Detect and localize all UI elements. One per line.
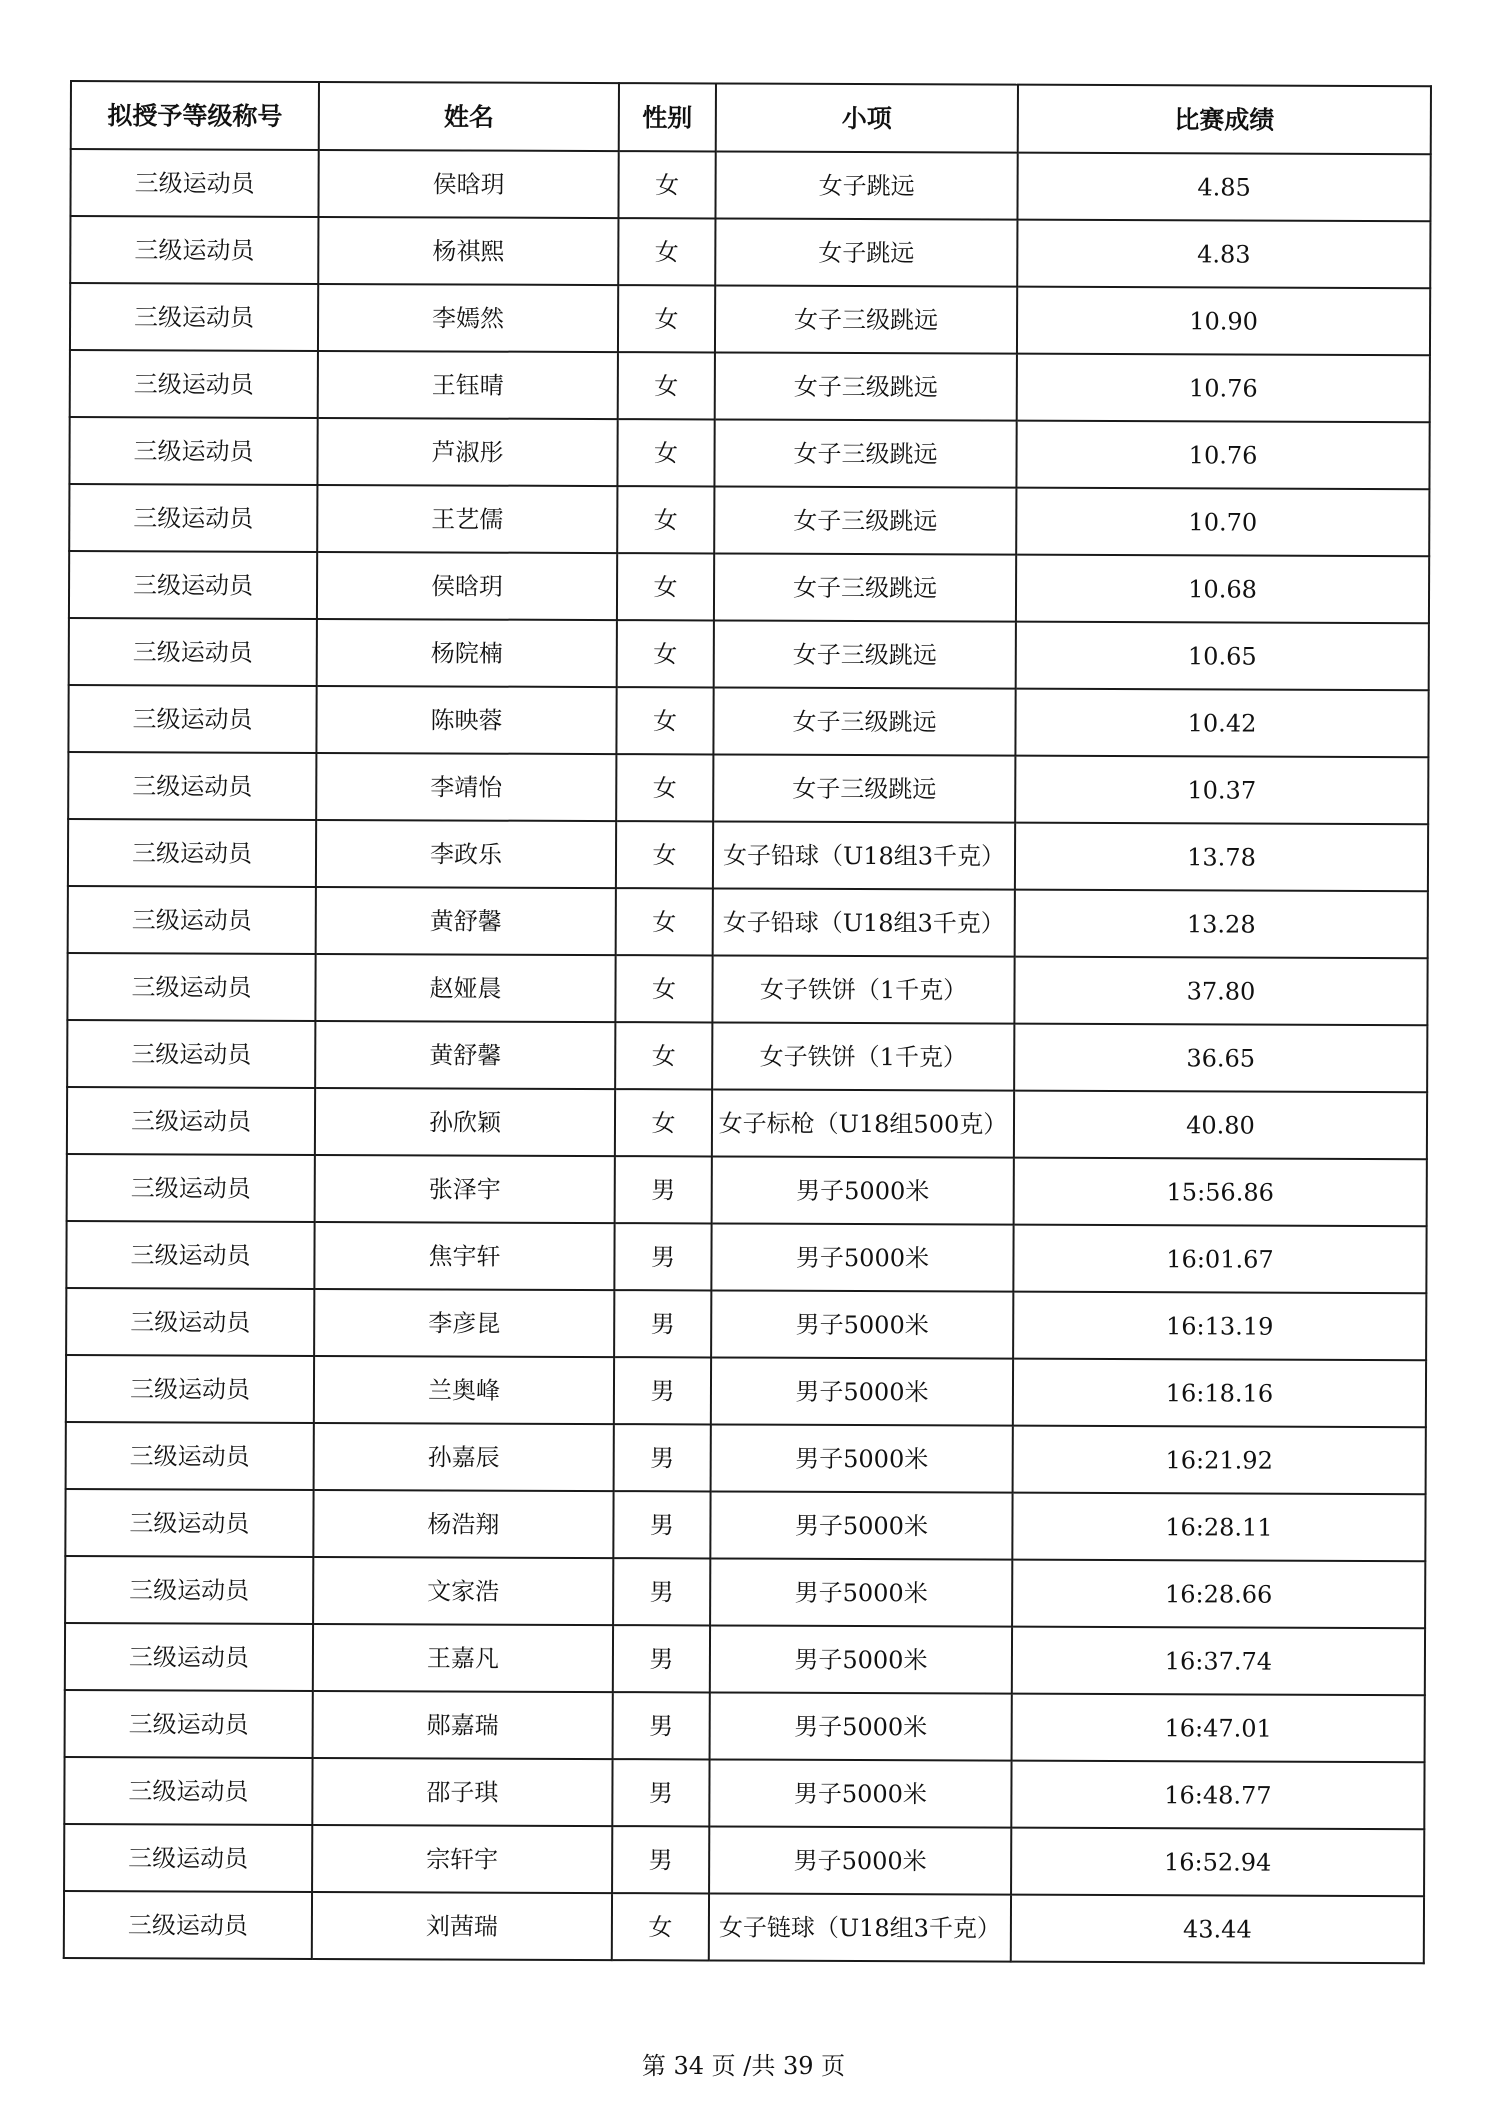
table-row	[64, 1824, 1424, 1896]
cell-name: 杨浩翔	[313, 1490, 613, 1558]
cell-event: 女子铁饼（1千克）	[712, 1022, 1014, 1090]
cell-title-rank: 三级运动员	[69, 618, 317, 686]
cell-result: 43.44	[1011, 1895, 1424, 1964]
cell-result: 16:01.67	[1013, 1225, 1426, 1294]
cell-event: 女子三级跳远	[714, 620, 1016, 688]
cell-gender: 男	[614, 1424, 711, 1491]
table-row	[69, 551, 1429, 623]
cell-event: 女子三级跳远	[714, 419, 1016, 487]
table-row	[67, 1154, 1427, 1226]
header-name: 姓名	[319, 82, 619, 151]
table-row	[67, 1087, 1427, 1159]
cell-event: 男子5000米	[710, 1625, 1012, 1693]
cell-event: 男子5000米	[712, 1156, 1014, 1224]
cell-gender: 女	[618, 352, 715, 419]
cell-name: 李靖怡	[316, 753, 616, 821]
cell-title-rank: 三级运动员	[64, 1824, 312, 1892]
table-row	[68, 752, 1428, 824]
cell-event: 男子5000米	[711, 1223, 1013, 1291]
cell-result: 10.90	[1017, 287, 1430, 356]
cell-name: 李政乐	[316, 820, 616, 888]
cell-result: 10.76	[1017, 354, 1430, 423]
cell-name: 陈映蓉	[316, 686, 616, 754]
cell-result: 16:21.92	[1013, 1426, 1426, 1495]
cell-result: 10.70	[1016, 488, 1429, 557]
header-gender: 性别	[619, 83, 716, 151]
table-row	[66, 1355, 1426, 1427]
cell-title-rank: 三级运动员	[70, 149, 318, 217]
cell-gender: 女	[617, 419, 714, 486]
cell-name: 焦宇轩	[314, 1222, 614, 1290]
table-row	[64, 1891, 1424, 1963]
cell-event: 女子标枪（U18组500克）	[712, 1089, 1014, 1157]
cell-name: 王钰晴	[318, 351, 618, 419]
cell-gender: 女	[616, 888, 713, 955]
header-event: 小项	[716, 83, 1018, 152]
cell-result: 4.85	[1017, 153, 1430, 222]
cell-gender: 女	[616, 754, 713, 821]
cell-event: 男子5000米	[710, 1491, 1012, 1559]
cell-result: 10.76	[1016, 421, 1429, 490]
cell-gender: 男	[614, 1290, 711, 1357]
header-result: 比赛成绩	[1018, 85, 1431, 155]
cell-title-rank: 三级运动员	[65, 1556, 313, 1624]
cell-gender: 男	[613, 1692, 710, 1759]
cell-event: 男子5000米	[709, 1826, 1011, 1894]
cell-name: 黄舒馨	[315, 1021, 615, 1089]
cell-result: 16:18.16	[1013, 1359, 1426, 1428]
cell-event: 女子铅球（U18组3千克）	[713, 888, 1015, 956]
page-number: 第 34 页 /共 39 页	[641, 2052, 846, 2080]
cell-result: 16:28.11	[1012, 1493, 1425, 1562]
table-row	[70, 283, 1430, 355]
table-row	[66, 1422, 1426, 1494]
table-row	[67, 1020, 1427, 1092]
cell-title-rank: 三级运动员	[64, 1757, 312, 1825]
cell-gender: 女	[617, 620, 714, 687]
table-row	[68, 819, 1428, 891]
cell-result: 16:52.94	[1011, 1828, 1424, 1897]
cell-event: 女子铅球（U18组3千克）	[713, 821, 1015, 889]
cell-gender: 女	[616, 687, 713, 754]
cell-gender: 男	[614, 1223, 711, 1290]
cell-result: 16:47.01	[1012, 1694, 1425, 1763]
header-row	[71, 81, 1431, 154]
cell-gender: 女	[615, 1089, 712, 1156]
cell-result: 10.68	[1016, 555, 1429, 624]
table-header	[71, 81, 1431, 154]
cell-event: 男子5000米	[709, 1759, 1011, 1827]
cell-name: 芦淑彤	[317, 418, 617, 486]
cell-name: 侯晗玥	[318, 150, 618, 218]
cell-title-rank: 三级运动员	[68, 819, 316, 887]
cell-name: 郧嘉瑞	[313, 1691, 613, 1759]
cell-gender: 女	[616, 821, 713, 888]
table-row	[68, 685, 1428, 757]
cell-name: 王艺儒	[317, 485, 617, 553]
table-row	[66, 1288, 1426, 1360]
cell-name: 杨祺熙	[318, 217, 618, 285]
cell-gender: 男	[615, 1156, 712, 1223]
cell-gender: 女	[618, 151, 715, 218]
table-row	[67, 953, 1427, 1025]
cell-name: 赵娅晨	[315, 954, 615, 1022]
table-row	[69, 484, 1429, 556]
cell-event: 女子链球（U18组3千克）	[709, 1893, 1011, 1961]
cell-gender: 女	[615, 1022, 712, 1089]
cell-gender: 女	[617, 486, 714, 553]
cell-title-rank: 三级运动员	[67, 1020, 315, 1088]
cell-title-rank: 三级运动员	[70, 283, 318, 351]
cell-gender: 女	[612, 1893, 709, 1960]
cell-result: 13.28	[1015, 890, 1428, 959]
cell-result: 40.80	[1014, 1091, 1427, 1160]
table-row	[66, 1221, 1426, 1293]
cell-result: 10.42	[1015, 689, 1428, 758]
cell-event: 女子三级跳远	[715, 352, 1017, 420]
cell-name: 侯晗玥	[317, 552, 617, 620]
table-body	[64, 149, 1431, 1963]
cell-title-rank: 三级运动员	[69, 551, 317, 619]
cell-name: 刘茜瑞	[312, 1892, 612, 1960]
cell-event: 女子三级跳远	[714, 553, 1016, 621]
cell-event: 女子跳远	[715, 151, 1017, 219]
table-row	[65, 1489, 1425, 1561]
cell-result: 10.65	[1016, 622, 1429, 691]
cell-event: 男子5000米	[711, 1357, 1013, 1425]
cell-event: 男子5000米	[711, 1290, 1013, 1358]
cell-name: 李嫣然	[318, 284, 618, 352]
cell-title-rank: 三级运动员	[69, 417, 317, 485]
cell-title-rank: 三级运动员	[70, 216, 318, 284]
cell-title-rank: 三级运动员	[66, 1288, 314, 1356]
cell-name: 兰奥峰	[314, 1356, 614, 1424]
cell-title-rank: 三级运动员	[68, 685, 316, 753]
cell-result: 16:37.74	[1012, 1627, 1425, 1696]
cell-gender: 男	[613, 1491, 710, 1558]
header-title-rank: 拟授予等级称号	[71, 81, 319, 150]
cell-name: 文家浩	[313, 1557, 613, 1625]
cell-gender: 男	[612, 1826, 709, 1893]
cell-gender: 男	[612, 1759, 709, 1826]
cell-name: 黄舒馨	[316, 887, 616, 955]
cell-result: 16:48.77	[1011, 1761, 1424, 1830]
table-row	[65, 1623, 1425, 1695]
cell-gender: 男	[613, 1625, 710, 1692]
cell-event: 女子铁饼（1千克）	[712, 955, 1014, 1023]
cell-title-rank: 三级运动员	[65, 1489, 313, 1557]
cell-title-rank: 三级运动员	[70, 350, 318, 418]
cell-name: 张泽宇	[315, 1155, 615, 1223]
cell-gender: 女	[615, 955, 712, 1022]
cell-event: 男子5000米	[711, 1424, 1013, 1492]
cell-event: 男子5000米	[710, 1692, 1012, 1760]
cell-event: 女子三级跳远	[713, 754, 1015, 822]
cell-gender: 女	[618, 218, 715, 285]
table-row	[65, 1556, 1425, 1628]
cell-title-rank: 三级运动员	[67, 1154, 315, 1222]
cell-title-rank: 三级运动员	[67, 1087, 315, 1155]
cell-result: 10.37	[1015, 756, 1428, 825]
cell-gender: 男	[613, 1558, 710, 1625]
cell-name: 杨院楠	[317, 619, 617, 687]
table-row	[70, 149, 1430, 221]
cell-result: 15:56.86	[1014, 1158, 1427, 1227]
table-row	[64, 1757, 1424, 1829]
cell-gender: 男	[614, 1357, 711, 1424]
cell-name: 邵子琪	[312, 1758, 612, 1826]
cell-name: 王嘉凡	[313, 1624, 613, 1692]
cell-event: 女子跳远	[715, 218, 1017, 286]
cell-title-rank: 三级运动员	[66, 1221, 314, 1289]
cell-title-rank: 三级运动员	[66, 1355, 314, 1423]
cell-result: 36.65	[1014, 1024, 1427, 1093]
cell-event: 女子三级跳远	[714, 486, 1016, 554]
cell-event: 女子三级跳远	[713, 687, 1015, 755]
cell-title-rank: 三级运动员	[65, 1623, 313, 1691]
cell-result: 16:13.19	[1013, 1292, 1426, 1361]
cell-name: 李彦昆	[314, 1289, 614, 1357]
cell-result: 16:28.66	[1012, 1560, 1425, 1629]
table-row	[68, 886, 1428, 958]
cell-name: 宗轩宇	[312, 1825, 612, 1893]
cell-name: 孙欣颖	[315, 1088, 615, 1156]
cell-title-rank: 三级运动员	[65, 1690, 313, 1758]
cell-gender: 女	[617, 553, 714, 620]
table-row	[69, 618, 1429, 690]
cell-gender: 女	[618, 285, 715, 352]
cell-title-rank: 三级运动员	[69, 484, 317, 552]
cell-title-rank: 三级运动员	[66, 1422, 314, 1490]
cell-result: 4.83	[1017, 220, 1430, 289]
cell-title-rank: 三级运动员	[68, 886, 316, 954]
table-row	[70, 216, 1430, 288]
athlete-table	[63, 80, 1432, 1964]
cell-title-rank: 三级运动员	[68, 752, 316, 820]
cell-title-rank: 三级运动员	[67, 953, 315, 1021]
table-row	[69, 417, 1429, 489]
cell-name: 孙嘉辰	[314, 1423, 614, 1491]
cell-result: 13.78	[1015, 823, 1428, 892]
cell-event: 女子三级跳远	[715, 285, 1017, 353]
cell-event: 男子5000米	[710, 1558, 1012, 1626]
cell-title-rank: 三级运动员	[64, 1891, 312, 1959]
table-row	[65, 1690, 1425, 1762]
table-row	[70, 350, 1430, 422]
cell-result: 37.80	[1014, 957, 1427, 1026]
